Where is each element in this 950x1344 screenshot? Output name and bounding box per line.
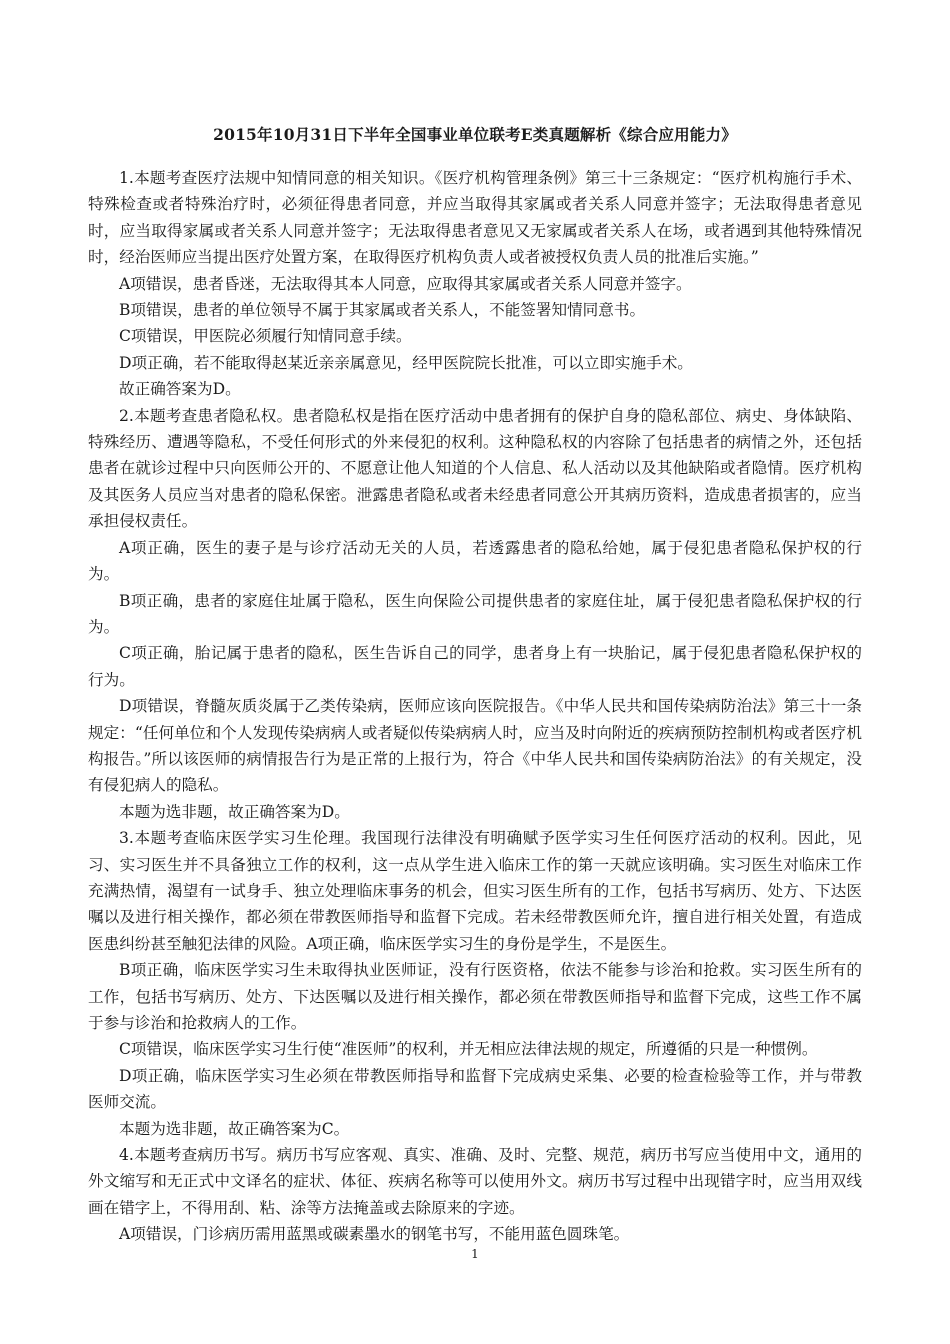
document-body [88,165,862,1248]
page-title: 2015年10月31日下半年全国事业单位联考E类真题解析《综合应用能力》 [213,125,737,144]
paragraph: 故正确答案为D。 [119,380,241,399]
paragraph: B项错误，患者的单位领导不属于其家属或者关系人，不能签署知情同意书。 [119,301,646,320]
paragraph: 4.本题考查病历书写。病历书写应客观、真实、准确、及时、完整、规范，病历书写应当使用中文，通用的外文缩写和无正式中文译名的症状、体征、疾病名称等可以使用外文。病历书写过程中出现错字时，应当用双线画在错字上，不得用刮、粘、涂等方法掩盖或去除原来的字迹。 [88,1146,862,1217]
paragraph: B项正确，临床医学实习生未取得执业医师证，没有行医资格，依法不能参与诊治和抢救。实习医生所有的工作，包括书写病历、处方、下达医嘱以及进行相关操作，都必须在带教医师指导和监督下完成，这些工作不属于参与诊治和抢救病人的工作。 [88,961,862,1032]
paragraph: D项正确，若不能取得赵某近亲亲属意见，经甲医院院长批准，可以立即实施手术。 [119,353,693,372]
paragraph: 2.本题考查患者隐私权。患者隐私权是指在医疗活动中患者拥有的保护自身的隐私部位、病史、身体缺陷、特殊经历、遭遇等隐私，不受任何形式的外来侵犯的权利。这种隐私权的内容除了包括患者的病情之外，还包括患者在就诊过程中只向医师公开的、不愿意让他人知道的个人信息、私人活动以及其他缺陷或者隐情。医疗机构及其医务人员应当对患者的隐私保密。泄露患者隐私或者未经患者同意公开其病历资料，造成患者损害的，应当承担侵权责任。 [88,406,862,531]
page-number: 1 [471,1247,479,1261]
paragraph: D项正确，临床医学实习生必须在带教医师指导和监督下完成病史采集、必要的检查检验等工作，并与带教医师交流。 [88,1066,862,1112]
paragraph: A项正确，医生的妻子是与诊疗活动无关的人员，若透露患者的隐私给她，属于侵犯患者隐私保护权的行为。 [88,538,862,584]
paragraph: C项错误，甲医院必须履行知情同意手续。 [119,327,412,346]
paragraph: B项正确，患者的家庭住址属于隐私，医生向保险公司提供患者的家庭住址，属于侵犯患者隐私保护权的行为。 [88,591,862,636]
paragraph: 本题为选非题，故正确答案为C。 [119,1119,350,1138]
paragraph: C项正确，胎记属于患者的隐私，医生告诉自己的同学，患者身上有一块胎记，属于侵犯患者隐私保护权的行为。 [88,644,862,689]
paragraph: A项错误，患者昏迷，无法取得其本人同意，应取得其家属或者关系人同意并签字。 [119,274,692,293]
paragraph: A项错误，门诊病历需用蓝黑或碳素墨水的钢笔书写，不能用蓝色圆珠笔。 [119,1225,630,1244]
paragraph: 3.本题考查临床医学实习生伦理。我国现行法律没有明确赋予医学实习生任何医疗活动的权利。因此，见习、实习医生并不具备独立工作的权利，这一点从学生进入临床工作的第一天就应该明确。实习医生对临床工作充满热情，渴望有一试身手、独立处理临床事务的机会，但实习医生所有的工作，包括书写病历、处方、下达医嘱以及进行相关操作，都必须在带教医师指导和监督下完成。若未经带教医师允许，擅自进行相关处置，有造成医患纠纷甚至触犯法律的风险。A项正确，临床医学实习生的身份是学生，不是医生。 [88,829,862,953]
paragraph: 1.本题考查医疗法规中知情同意的相关知识。《医疗机构管理条例》第三十三条规定：“医疗机构施行手术、特殊检查或者特殊治疗时，必须征得患者同意，并应当取得其家属或者关系人同意并签字；无法取得患者意见时，应当取得家属或者关系人同意并签字；无法取得患者意见又无家属或者关系人在场，或者遇到其他特殊情况时，经治医师应当提出医疗处置方案，在取得医疗机构负责人或者被授权负责人员的批准后实施。” [88,169,862,267]
paragraph: D项错误，脊髓灰质炎属于乙类传染病，医师应该向医院报告。《中华人民共和国传染病防治法》第三十一条规定：“任何单位和个人发现传染病病人或者疑似传染病病人时，应当及时向附近的疾病预防控制机构或者医疗机构报告。”所以该医师的病情报告行为是正常的上报行为，符合《中华人民共和国传染病防治法》的有关规定，没有侵犯病人的隐私。 [88,697,862,795]
paragraph: C项错误，临床医学实习生行使“准医师”的权利，并无相应法律法规的规定，所遵循的只是一种惯例。 [119,1040,818,1059]
paragraph: 本题为选非题，故正确答案为D。 [119,802,350,821]
